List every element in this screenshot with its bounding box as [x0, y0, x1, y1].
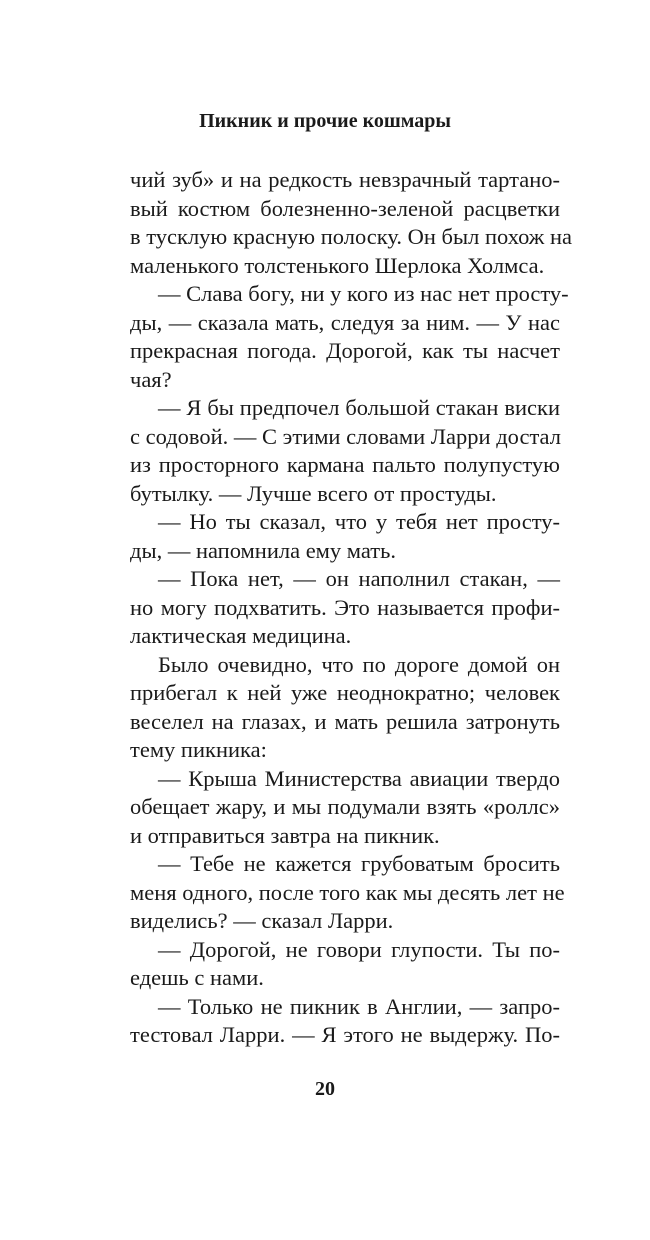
text-line: меня одного, после того как мы десять лет не — [130, 879, 565, 905]
text-line: — Но ты сказал, что у тебя нет просту- — [158, 509, 560, 534]
text-line: — Дорогой, не говори глупости. Ты по- — [158, 936, 560, 962]
text-line: виделись? — сказал Ларри. — [130, 908, 394, 933]
text-line: — Только не пикник в Англии, — запро- — [158, 993, 560, 1019]
paragraph-10 — [130, 993, 560, 1050]
running-head: Пикник и прочие кошмары — [199, 110, 451, 132]
body-text — [130, 166, 572, 1050]
text-line: ды, — напомнила ему мать. — [130, 537, 397, 563]
text-line: обещает жару, и мы подумали взять «роллс» — [130, 794, 560, 819]
text-line: но могу подхватить. Это называется профи- — [130, 594, 560, 620]
page-number: 20 — [315, 1078, 335, 1100]
text-line: ды, — сказала мать, следуя за ним. — У нас — [130, 309, 560, 335]
text-line: лактическая медицина. — [130, 623, 352, 648]
text-line: — Пока нет, — он наполнил стакан, — — [158, 566, 560, 591]
text-line: тестовал Ларри. — Я этого не выдержу. По- — [130, 1022, 560, 1047]
text-line: вый костюм болезненно-зеленой расцветки — [130, 195, 560, 221]
text-line: прекрасная погода. Дорогой, как ты насчет — [130, 338, 560, 363]
text-line: Было очевидно, что по дороге домой он — [158, 651, 560, 677]
paragraph-3 — [130, 394, 560, 508]
paragraph-4 — [130, 508, 560, 565]
paragraph-6 — [130, 651, 560, 765]
text-line: маленького толстенького Шерлока Холмса. — [130, 252, 545, 278]
text-line: прибегал к ней уже неоднократно; человек — [130, 680, 560, 705]
text-line: с содовой. — С этими словами Ларри достал — [130, 423, 561, 449]
text-line: чая? — [130, 366, 172, 392]
text-line: — Крыша Министерства авиации твердо — [158, 765, 560, 791]
paragraph-9 — [130, 936, 560, 993]
paragraph-8 — [130, 850, 565, 936]
text-line: — Слава богу, ни у кого из нас нет просту- — [158, 281, 569, 306]
text-line: — Я бы предпочел большой стакан виски — [158, 395, 560, 420]
paragraph-2 — [130, 280, 569, 394]
paragraph-1 — [130, 166, 572, 280]
text-line: веселел на глазах, и мать решила затронуть — [130, 708, 560, 734]
text-line: в тусклую красную полоску. Он был похож на — [130, 224, 572, 249]
text-line: из просторного кармана пальто полупустую — [130, 452, 560, 477]
paragraph-5 — [130, 565, 560, 651]
text-line: чий зуб» и на редкость невзрачный тартано- — [130, 167, 560, 192]
text-line: бутылку. — Лучше всего от простуды. — [130, 480, 497, 506]
text-line: едешь с нами. — [130, 965, 264, 990]
paragraph-7 — [130, 765, 560, 851]
text-line: и отправиться завтра на пикник. — [130, 822, 440, 848]
text-line: — Тебе не кажется грубоватым бросить — [158, 851, 560, 876]
text-line: тему пикника: — [130, 737, 267, 762]
